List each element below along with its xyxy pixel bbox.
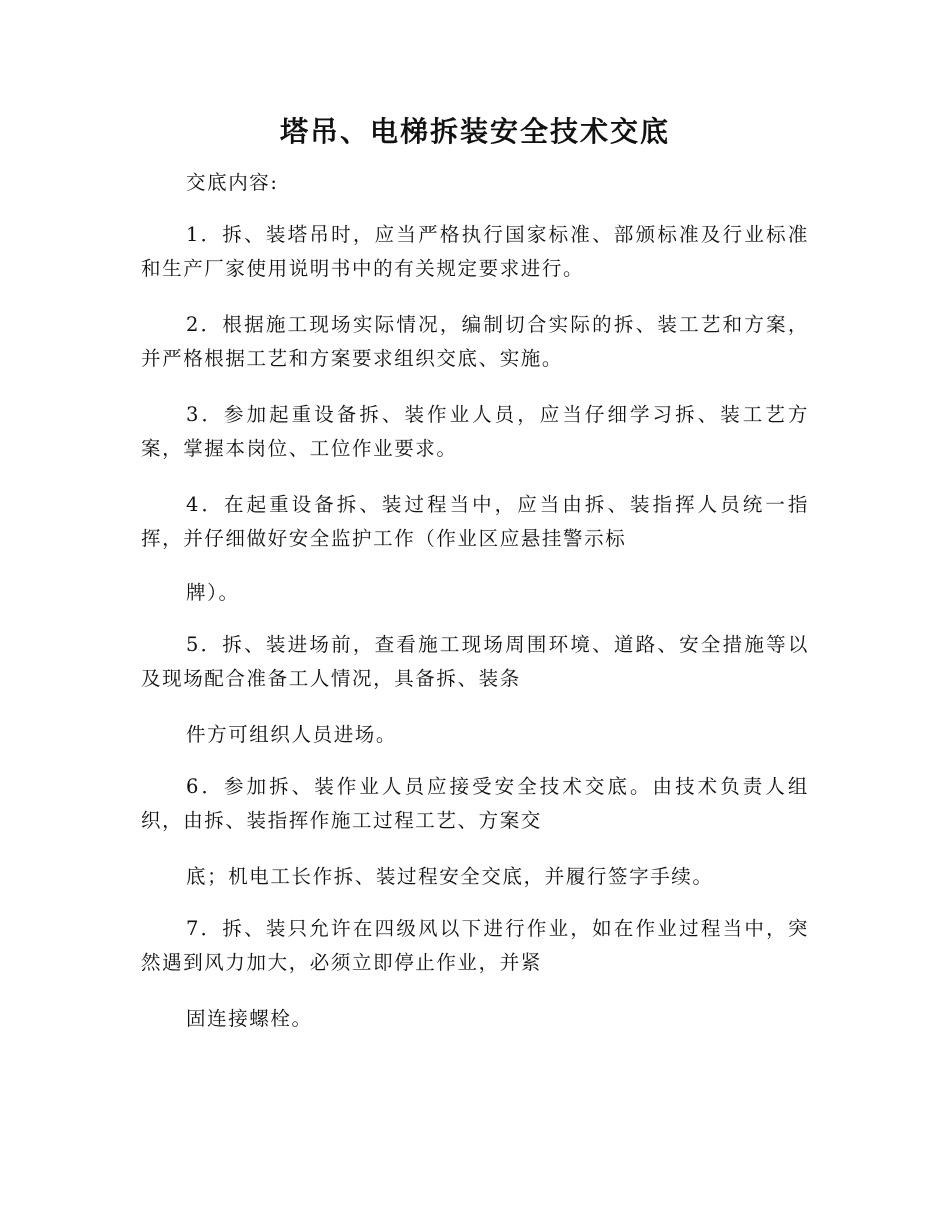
paragraph-7: 7．拆、装只允许在四级风以下进行作业，如在作业过程当中，突然遇到风力加大，必须立即停止作业，并紧 [141,917,809,974]
paragraph-7-continuation: 固连接螺栓。 [186,1007,313,1030]
paragraph-4: 4．在起重设备拆、装过程当中，应当由拆、装指挥人员统一指挥，并仔细做好安全监护工作（作业区应悬挂警示标 [141,493,809,550]
paragraph-3: 3．参加起重设备拆、装作业人员，应当仔细学习拆、装工艺方案，掌握本岗位、工位作业要求。 [141,403,809,460]
paragraph-5-continuation: 件方可组织人员进场。 [186,723,398,746]
paragraph-2: 2．根据施工现场实际情况，编制切合实际的拆、装工艺和方案，并严格根据工艺和方案要求组织交底、实施。 [141,313,809,370]
paragraph-1: 1．拆、装塔吊时，应当严格执行国家标准、部颁标准及行业标准和生产厂家使用说明书中的有关规定要求进行。 [141,223,809,280]
paragraph-4-continuation: 牌）。 [186,581,240,604]
document-title: 塔吊、电梯拆装安全技术交底 [279,115,670,148]
paragraph-6: 6．参加拆、装作业人员应接受安全技术交底。由技术负责人组织，由拆、装指挥作施工过程工艺、方案交 [141,775,809,832]
paragraph-5: 5．拆、装进场前，查看施工现场周围环境、道路、安全措施等以及现场配合准备工人情况，具备拆、装条 [141,633,809,690]
intro-label: 交底内容: [186,171,279,194]
paragraph-6-continuation: 底；机电工长作拆、装过程安全交底，并履行签字手续。 [186,865,714,888]
